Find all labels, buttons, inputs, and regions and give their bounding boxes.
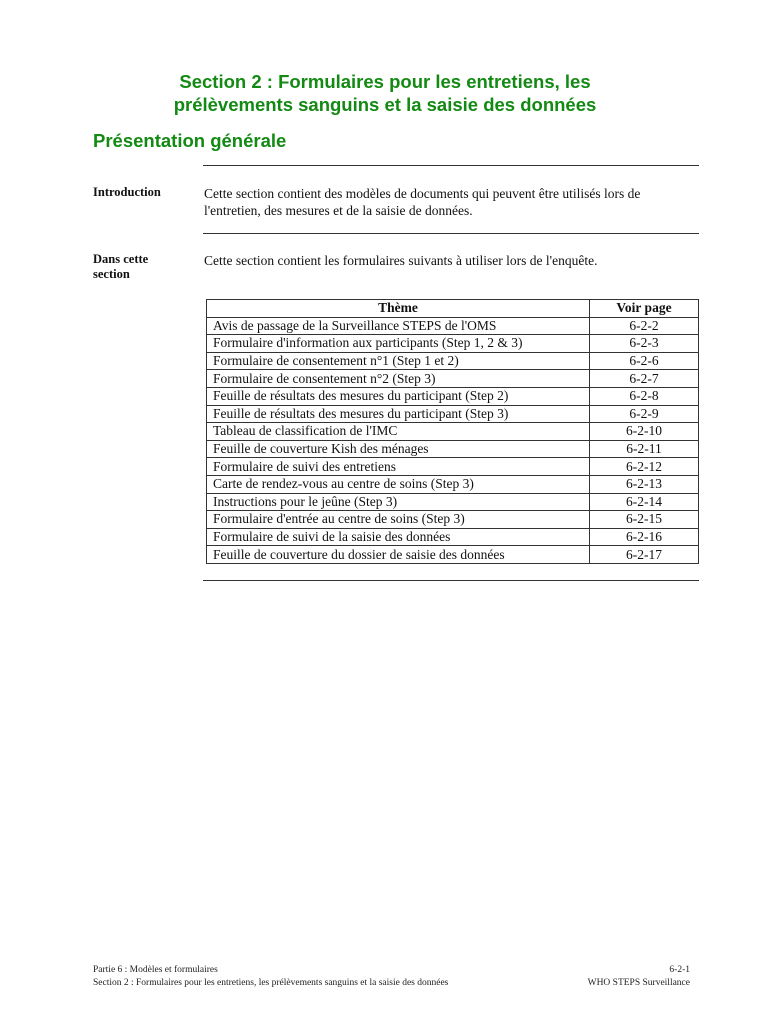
in-section-label-line-2: section xyxy=(93,267,130,281)
theme-cell: Formulaire de consentement n°2 (Step 3) xyxy=(207,370,590,388)
page-ref-cell: 6-2-2 xyxy=(590,317,699,335)
page-ref-cell: 6-2-16 xyxy=(590,528,699,546)
table-row xyxy=(207,387,699,405)
page-ref-cell: 6-2-8 xyxy=(590,387,699,405)
theme-cell: Formulaire d'entrée au centre de soins (Step 3) xyxy=(207,511,590,529)
footer-page-number: 6-2-1 xyxy=(669,965,690,975)
section-title xyxy=(80,70,690,116)
footer-section-label: Section 2 : Formulaires pour les entretiens, les prélèvements sanguins et la saisie des données xyxy=(93,978,449,988)
theme-cell: Carte de rendez-vous au centre de soins (Step 3) xyxy=(207,475,590,493)
table-row xyxy=(207,493,699,511)
page-footer xyxy=(93,964,690,990)
page-ref-cell: 6-2-3 xyxy=(590,335,699,353)
divider-top xyxy=(203,165,699,166)
theme-cell: Feuille de résultats des mesures du participant (Step 3) xyxy=(207,405,590,423)
divider-middle xyxy=(203,233,699,234)
theme-column-header: Thème xyxy=(207,300,590,318)
table-row xyxy=(207,528,699,546)
forms-table xyxy=(206,299,699,564)
introduction-text: Cette section contient des modèles de documents qui peuvent être utilisés lors de l'entretien, des mesures et de la saisie de données. xyxy=(204,186,641,218)
table-row xyxy=(207,458,699,476)
theme-cell: Formulaire de suivi de la saisie des données xyxy=(207,528,590,546)
page-ref-cell: 6-2-11 xyxy=(590,440,699,458)
table-body xyxy=(207,317,699,563)
table-row xyxy=(207,511,699,529)
table-row xyxy=(207,475,699,493)
in-section-label-line-1: Dans cette xyxy=(93,252,149,266)
theme-cell: Formulaire d'information aux participants (Step 1, 2 & 3) xyxy=(207,335,590,353)
overview-heading: Présentation générale xyxy=(93,130,287,151)
theme-cell: Formulaire de suivi des entretiens xyxy=(207,458,590,476)
theme-cell: Avis de passage de la Surveillance STEPS de l'OMS xyxy=(207,317,590,335)
page-ref-cell: 6-2-14 xyxy=(590,493,699,511)
theme-cell: Instructions pour le jeûne (Step 3) xyxy=(207,493,590,511)
page-ref-cell: 6-2-15 xyxy=(590,511,699,529)
in-section-label xyxy=(93,252,193,282)
introduction-label: Introduction xyxy=(93,185,161,199)
table-row xyxy=(207,440,699,458)
page-ref-cell: 6-2-6 xyxy=(590,352,699,370)
table-row xyxy=(207,370,699,388)
footer-publisher: WHO STEPS Surveillance xyxy=(587,978,690,988)
table-row xyxy=(207,335,699,353)
page-ref-cell: 6-2-7 xyxy=(590,370,699,388)
theme-cell: Feuille de résultats des mesures du participant (Step 2) xyxy=(207,387,590,405)
section-title-line-2: prélèvements sanguins et la saisie des données xyxy=(173,94,597,115)
theme-cell: Formulaire de consentement n°1 (Step 1 et 2) xyxy=(207,352,590,370)
divider-bottom xyxy=(203,580,699,581)
theme-cell: Feuille de couverture du dossier de saisie des données xyxy=(207,546,590,564)
theme-cell: Tableau de classification de l'IMC xyxy=(207,423,590,441)
page-ref-cell: 6-2-13 xyxy=(590,475,699,493)
page-ref-cell: 6-2-9 xyxy=(590,405,699,423)
table-row xyxy=(207,317,699,335)
section-title-line-1: Section 2 : Formulaires pour les entretiens, les xyxy=(179,71,591,92)
in-section-text: Cette section contient les formulaires suivants à utiliser lors de l'enquête. xyxy=(204,253,598,268)
page-ref-cell: 6-2-12 xyxy=(590,458,699,476)
theme-cell: Feuille de couverture Kish des ménages xyxy=(207,440,590,458)
table-row xyxy=(207,405,699,423)
footer-part-label: Partie 6 : Modèles et formulaires xyxy=(93,965,218,975)
page-ref-cell: 6-2-10 xyxy=(590,423,699,441)
page-column-header: Voir page xyxy=(590,300,699,318)
table-header-row xyxy=(207,300,699,318)
table-row xyxy=(207,423,699,441)
page-ref-cell: 6-2-17 xyxy=(590,546,699,564)
table-row xyxy=(207,352,699,370)
table-row xyxy=(207,546,699,564)
